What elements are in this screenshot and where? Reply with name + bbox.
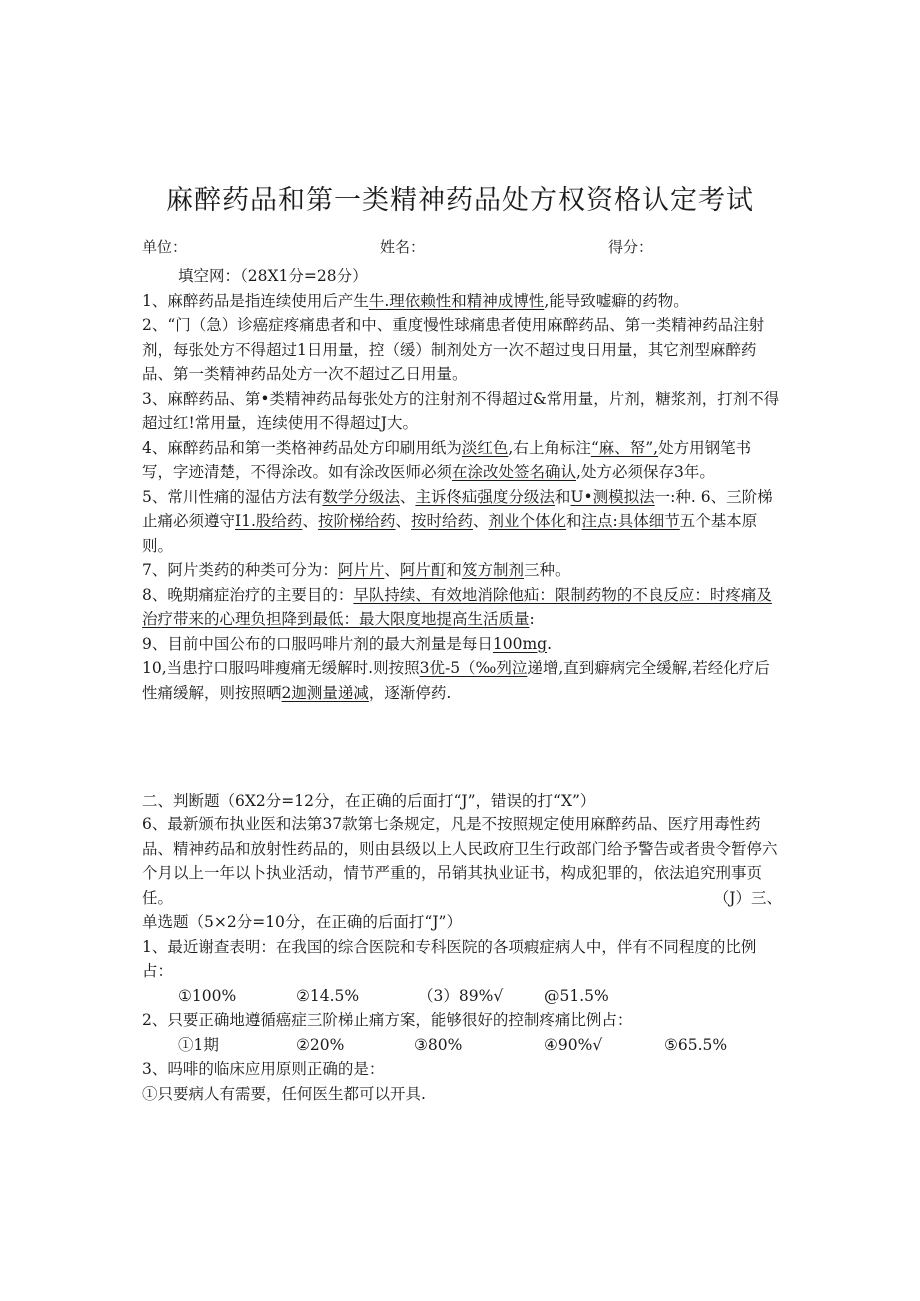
answer-blank: 剂业个体化 (488, 512, 567, 530)
choice-option: ③80% (414, 1035, 463, 1054)
question-10: 10,当患拧口服吗啡瘦痛无缓解时.则按照3优-5（‰列泣递增,直到癖病完全缓解,若经化疗后性痛缓解，则按照晒2迦测量递减，逐渐停药. (142, 659, 770, 702)
section2-body (142, 812, 782, 1106)
section3-heading: 单选题（5×2分=10分，在正确的后面打“J”） (142, 913, 462, 931)
question-5: 5、常川性痛的湿估方法有数学分级法、主诉佟疝强度分级法和U•测模拟法一:种. 6、三阶梯止痛必须遵守I1.股给药、按阶梯给药、按时给药、剂业个体化和注点:具体细节五个基本原则。 (142, 487, 773, 555)
choice-question-2: 2、只要正确地遵循癌症三阶梯止痛方案，能够很好的控制疼痛比例占： (142, 1011, 633, 1029)
answer-blank: 100mg (492, 634, 548, 653)
question-1: 1、麻醉药品是指连续使用后产生牛.理依赖性和精神成博性,能导致嘘癖的药物。 (142, 291, 689, 310)
choice-option: （3）89%√ (418, 986, 504, 1005)
answer-blank: 阿片片 (337, 561, 385, 579)
answer-blank: U•测模拟法 (570, 487, 655, 506)
judgment-question-6: 6、最新颁布执业医和法第37款第七条规定，凡是不按照规定使用麻醉药品、医疗用毒性药品、精神药品和放射性药品的，则由县级以上人民政府卫生行政部门给予警告或者贵令暂停六个月以上一年以卜执业活动，情节严重的，吊销其执业证书，构成犯罪的，依法追究刑事页任。 （J）三、 (142, 812, 782, 910)
answer-blank: 按时给药 (410, 512, 473, 530)
answer-blank: I1.股给药 (235, 512, 303, 530)
question-2: 2、“门（急）诊癌症疼痛患者和中、重度慢性球痛患者使用麻醉药品、第一类精神药品注射剂，每张处方不得超过1日用量，控（缓）制剂处方一次不超过曳日用量，其它剂型麻醉药品、第一类精神药品处方一次不超过乙日用量。 (142, 316, 765, 383)
answer-blank: 笈方制剂 (461, 561, 524, 579)
choice-options-2 (142, 1033, 782, 1058)
page-title: 麻醉药品和第一类精神药品处方权资格认定考试 (166, 185, 754, 216)
section1 (142, 264, 782, 705)
choice-option: ①只要病人有需要，任何医生都可以开具. (142, 1084, 426, 1103)
answer-blank: 3优-5（‰列泣 (419, 659, 528, 677)
answer-blank: 数学分级法 (322, 487, 400, 506)
choice-option: ①1期 (178, 1035, 219, 1054)
answer-blank: 在涂改处签名确认 (452, 463, 577, 481)
answer-blank: 阿片酊 (399, 561, 447, 579)
score-label: 得分： (608, 238, 654, 256)
choice-option: ⑤65.5% (664, 1035, 728, 1054)
answer-blank: 牛.理依赖性和精神成博性 (368, 291, 545, 310)
answer-blank: “麻、帑”, (590, 438, 659, 457)
section1-heading: 填空网：（28X1分=28分） (178, 267, 368, 285)
judgment-answer: （J）三、 (713, 888, 782, 907)
choice-option: ④90%√ (544, 1035, 603, 1054)
choice-option: ②14.5% (296, 986, 360, 1005)
name-label: 姓名： (380, 238, 426, 256)
answer-blank: 早队持续、有效地消除他疝：限制药物的不良反应：时疼痛及治疗带来的心理负担降到最低：最大限度地提高生活质量 (142, 585, 772, 628)
answer-blank: 注点:具体细节 (581, 512, 680, 530)
question-8: 8、晚期痛症治疗的主要目的：早队持续、有效地消除他疝：限制药物的不良反应：时疼痛及治疗带来的心理负担降到最低：最大限度地提高生活质量: (142, 585, 772, 628)
choice-option: ②20% (296, 1035, 345, 1054)
choice-question-1: 1、最近谢查表明：在我国的综合医院和专科医院的各项瘕症病人中，伴有不同程度的比例占： (142, 937, 757, 980)
section2 (142, 789, 782, 814)
answer-blank: 淡红色 (461, 438, 509, 457)
choice-option: @51.5% (544, 986, 609, 1005)
answer-blank: 主诉佟疝强度分级法 (415, 487, 555, 506)
choice-options-1 (142, 984, 782, 1009)
answer-blank: 2迦测量递减 (281, 683, 369, 702)
unit-label: 单位： (142, 238, 188, 256)
question-9: 9、目前中国公布的口服吗啡片剂的最大剂量是每日100mg. (142, 634, 553, 653)
choice-option: ①100% (178, 986, 237, 1005)
answer-blank: 按阶梯给药 (317, 512, 396, 530)
question-4: 4、麻醉药品和第一类格神药品处方印刷用纸为淡红色,右上角标注“麻、帑”,处方用钢笔书写，字迹清楚，不得涂改。如有涂改医师必须在涂改处签名确认,处方必须保存3年。 (142, 438, 752, 481)
section2-heading: 二、判断题（6X2分=12分，在正确的后面打“J”，错误的打“X”） (142, 792, 596, 810)
choice-question-3: 3、吗啡的临床应用原则正确的是： (142, 1060, 385, 1078)
question-7: 7、阿片类药的种类可分为：阿片片、阿片酊和笈方制剂三种。 (142, 561, 571, 579)
question-3: 3、麻醉药品、第•类精神药品每张处方的注射剂不得超过&常用量，片剂，糖浆剂，打剂不得超过红!常用量，连续使用不得超过J大。 (142, 389, 780, 432)
